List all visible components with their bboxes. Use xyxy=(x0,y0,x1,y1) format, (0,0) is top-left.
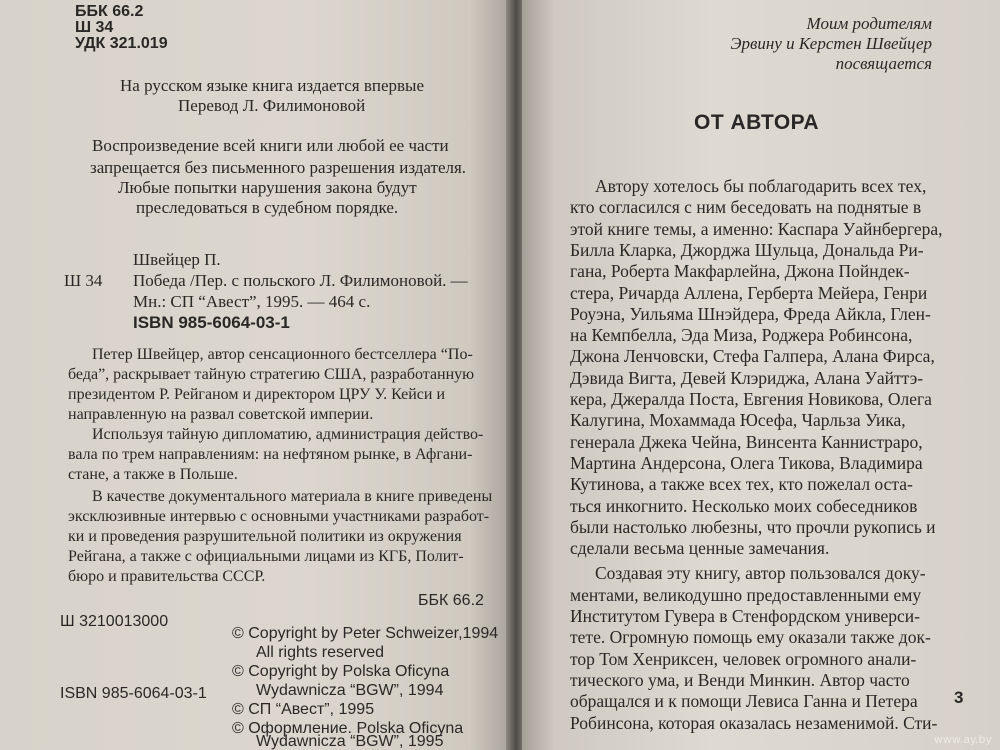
body-line: ментами, великодушно предоставленными ему xyxy=(570,584,922,605)
page-number: 3 xyxy=(954,688,964,707)
body-line: тического ума, и Венди Минкин. Автор часто xyxy=(570,669,910,690)
abstract-line: стане, а также в Польше. xyxy=(68,466,238,483)
copyright-warning-line: Воспроизведение всей книги или любой ее части xyxy=(92,136,449,155)
biblio-code: Ш 34 xyxy=(64,271,103,290)
copyright-line: © СП “Авест”, 1995 xyxy=(232,701,375,718)
body-line: Роуэна, Уильяма Шнэйдера, Фреда Айкла, Глен- xyxy=(570,303,931,324)
copyright-line: © Copyright by Polska Oficyna xyxy=(232,663,450,680)
body-line: были настолько любезны, что прочли рукопись и xyxy=(570,516,936,537)
right-page xyxy=(522,0,1000,750)
copyright-line: Wydawnicza “BGW”, 1995 xyxy=(256,733,444,750)
body-line: Автору хотелось бы поблагодарить всех тех, xyxy=(595,176,927,196)
body-line: сделали весьма ценные замечания. xyxy=(570,538,830,559)
abstract-line: Рейгана, а также с официальными лицами из КГБ, Полит- xyxy=(68,548,464,565)
copyright-line: All rights reserved xyxy=(256,644,385,661)
body-line: ться инкогнито. Несколько моих собеседников xyxy=(570,495,918,516)
body-line: Джона Ленчовски, Стефа Галпера, Алана Фирса, xyxy=(570,346,935,367)
abstract-line: Используя тайную дипломатию, администрация действо- xyxy=(92,426,484,443)
copyright-warning-line: преследоваться в судебном порядке. xyxy=(136,198,399,217)
abstract-line: эксклюзивные интервью с основными участниками разработ- xyxy=(68,508,490,525)
body-line: генерала Джека Чейна, Винсента Каннистраро, xyxy=(570,431,923,452)
biblio-author: Швейцер П. xyxy=(133,250,221,269)
translator-note: Перевод Л. Филимоновой xyxy=(178,96,366,115)
dedication-line: посвящается xyxy=(835,54,932,73)
body-line: кто согласился с ним беседовать на поднятые в xyxy=(570,197,922,218)
body-line: кера, Джералда Поста, Евгения Новикова, Олега xyxy=(570,389,932,409)
author-mark: Ш 34 xyxy=(75,19,114,36)
body-line: Калугина, Мохаммада Юсефа, Чарльза Уика, xyxy=(570,410,906,431)
abstract-line: беда”, раскрывает тайную стратегию США, разработанную xyxy=(68,366,475,383)
copyright-warning-line: Любые попытки нарушения закона будут xyxy=(118,178,417,197)
copyright-line: Wydawnicza “BGW”, 1994 xyxy=(256,682,444,699)
body-line: тор Том Хенриксен, человек огромного анали- xyxy=(570,648,917,669)
abstract-line: ки и проведения разрушительной политики из окружения xyxy=(68,528,462,545)
section-heading: ОТ АВТОРА xyxy=(694,111,819,134)
copyright-line: © Оформление. Polska Oficyna xyxy=(232,720,464,737)
abstract-line: бюро и правительства СССР. xyxy=(68,568,266,585)
body-line: стера, Ричарда Аллена, Герберта Мейера, Генри xyxy=(570,282,928,303)
body-line: тете. Огромную помощь ему оказали также док- xyxy=(570,627,931,648)
body-line: Дэвида Вигта, Девей Клэриджа, Алана Уайттэ- xyxy=(570,367,924,388)
body-line: Билла Кларка, Джорджа Шульца, Дональда Ри- xyxy=(570,239,924,260)
biblio-isbn: ISBN 985-6064-03-1 xyxy=(133,313,290,332)
watermark: www.ay.by xyxy=(933,733,992,746)
body-line: Институтом Гувера в Стенфордском универси- xyxy=(570,606,920,626)
copyright-warning-line: запрещается без письменного разрешения издателя. xyxy=(90,158,467,177)
body-line: Создавая эту книгу, автор пользовался доку- xyxy=(595,563,926,584)
abstract-line: направленную на развал советской империи. xyxy=(68,406,374,423)
bbk-code: ББК 66.2 xyxy=(75,3,144,20)
abstract-line: Петер Швейцер, автор сенсационного бестселлера “По- xyxy=(92,346,473,363)
abstract-line: президентом Р. Рейганом и директором ЦРУ У. Кейси и xyxy=(68,386,446,403)
body-line: обращался и к помощи Левиса Ганна и Петера xyxy=(570,691,918,712)
body-line: на Кемпбелла, Эда Миза, Роджера Робинсона, xyxy=(570,325,913,346)
body-line: этой книге темы, а именно: Каспара Уайнбергера, xyxy=(570,218,943,239)
dedication-line: Моим родителям xyxy=(806,14,932,33)
udk-code: УДК 321.019 xyxy=(75,35,168,52)
copyright-line: © Copyright by Peter Schweizer,1994 xyxy=(232,625,499,642)
body-line: Мартина Андерсона, Олега Тикова, Владимира xyxy=(570,452,923,473)
biblio-publisher: Мн.: СП “Авест”, 1995. — 464 с. xyxy=(133,292,371,311)
body-line: гана, Роберта Макфарлейна, Джона Пойндек- xyxy=(570,261,910,282)
body-line: Робинсона, которая оказалась незаменимой. Сти- xyxy=(570,712,938,733)
body-line: Кутинова, а также всех тех, кто пожелал оста- xyxy=(570,474,913,495)
isbn-plain: ISBN 985-6064-03-1 xyxy=(60,685,207,702)
bbk-bottom: ББК 66.2 xyxy=(418,592,484,609)
first-edition-note: На русском языке книга издается впервые xyxy=(120,76,424,95)
dedication-line: Эрвину и Керстен Швейцер xyxy=(730,34,932,53)
abstract-line: В качестве документального материала в книге приведены xyxy=(92,488,493,505)
code-number: Ш 3210013000 xyxy=(60,613,169,630)
abstract-line: вала по трем направлениям: на нефтяном рынке, в Афгани- xyxy=(68,446,473,463)
biblio-title: Победа /Пер. с польского Л. Филимоновой. — xyxy=(133,271,468,290)
